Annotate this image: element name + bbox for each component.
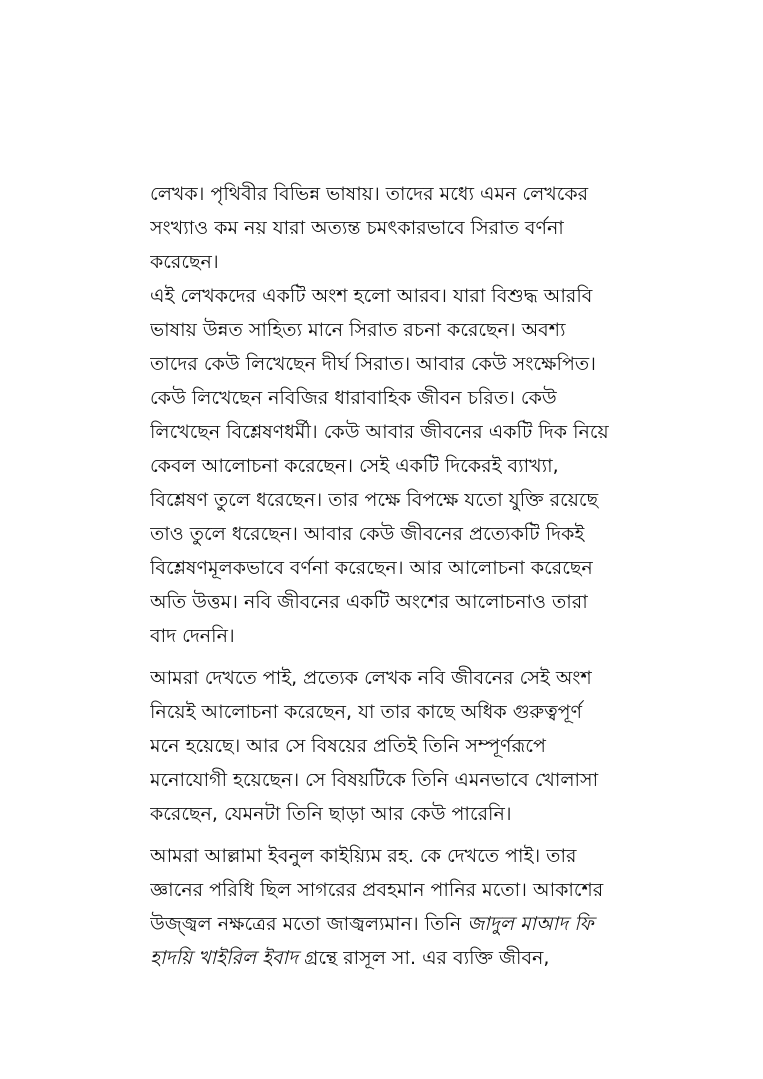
book-title-part-1: জাদুল মাআদ ফি [467,913,594,935]
text-line-with-title [150,941,615,975]
book-title-part-2: হাদয়ি খাইরিল ইবাদ [150,947,299,969]
text-line: অতি উত্তম। নবি জীবনের একটি অংশের আলোচনাও তারা [150,591,588,613]
text-line: আমরা দেখতে পাই, প্রত্যেক লেখক নবি জীবনের সেই অংশ [150,667,592,689]
text-line: করেছেন। [150,251,219,273]
text-line: মনোযোগী হয়েছেন। সে বিষয়টিকে তিনি এমনভাবে খোলাসা [150,769,599,791]
text-line: জ্ঞানের পরিধি ছিল সাগরের প্রবহমান পানির মতো। আকাশের [150,879,604,901]
body-text [150,177,615,975]
text-line: করেছেন, যেমনটা তিনি ছাড়া আর কেউ পারেনি। [150,803,512,825]
text-line: এই লেখকদের একটি অংশ হলো আরব। যারা বিশুদ্ধ আরবি [150,285,593,307]
text-line: আমরা আল্লামা ইবনুল কাইয়্যিম রহ. কে দেখতে পাই। তার [150,845,577,867]
text-line: তাদের কেউ লিখেছেন দীর্ঘ সিরাত। আবার কেউ সংক্ষেপিত। [150,353,596,375]
paragraph-1 [150,177,615,279]
paragraph-2 [150,279,615,653]
text-line: বাদ দেননি। [150,625,235,647]
text-line: বিশ্লেষণমূলকভাবে বর্ণনা করেছেন। আর আলোচনা করেছেন [150,557,593,579]
text-line: নিয়েই আলোচনা করেছেন, যা তার কাছে অধিক গুরুত্বপূর্ণ [150,701,583,723]
text-line: মনে হয়েছে। আর সে বিষয়ের প্রতিই তিনি সম্পূর্ণরূপে [150,735,546,757]
text-line: কেবল আলোচনা করেছেন। সেই একটি দিকেরই ব্যাখ্যা, [150,455,559,477]
text-line-with-title [150,907,615,941]
text-line: তাও তুলে ধরেছেন। আবার কেউ জীবনের প্রত্যেকটি দিকই [150,523,585,545]
text-line: ভাষায় উন্নত সাহিত্য মানে সিরাত রচনা করেছেন। অবশ্য [150,319,566,341]
text-line: কেউ লিখেছেন নবিজির ধারাবাহিক জীবন চরিত। কেউ [150,387,557,409]
text-line: সংখ্যাও কম নয় যারা অত্যন্ত চমৎকারভাবে সিরাত বর্ণনা [150,217,564,239]
paragraph-4 [150,839,615,975]
text-line: বিশ্লেষণ তুলে ধরেছেন। তার পক্ষে বিপক্ষে যতো যুক্তি রয়েছে [150,489,599,511]
paragraph-3 [150,661,615,831]
text-line: লিখেছেন বিশ্লেষণধর্মী। কেউ আবার জীবনের একটি দিক নিয়ে [150,421,609,443]
text-fragment: গ্রন্থে রাসূল সা. এর ব্যক্তি জীবন, [304,947,550,969]
text-line: লেখক। পৃথিবীর বিভিন্ন ভাষায়। তাদের মধ্যে এমন লেখকের [150,183,589,205]
text-fragment: উজ্জ্বল নক্ষত্রের মতো জাজ্বল্যমান। তিনি [150,913,462,935]
